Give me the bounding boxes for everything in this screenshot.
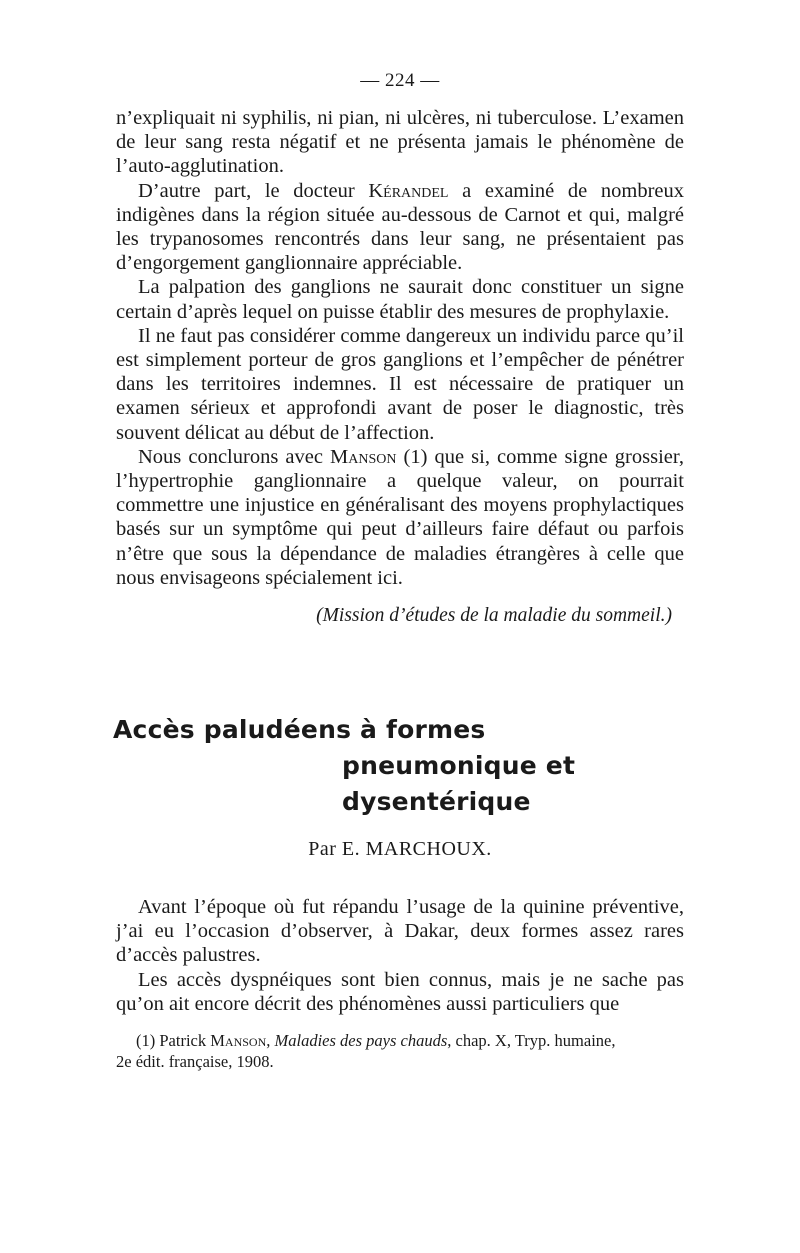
author-name-kerandel: Kérandel	[368, 179, 449, 202]
article-title-line2: pneumonique et dysentérique	[342, 751, 576, 817]
article-byline: Par E. MARCHOUX.	[308, 838, 492, 861]
paragraph-text: a examiné de nombreux indigènes dans la région située au-dessous de Carnot et qui, malgré les trypanosomes rencontrés dans leur sang, ne présentaient pas d’engorgement ganglionnaire appréciable.	[116, 179, 684, 275]
paragraph-text: Nous conclurons avec	[138, 445, 330, 468]
paragraph-palpation: La palpation des ganglions ne saurait donc constituer un signe certain d’après lequel on puisse établir des mesures de prophylaxie.	[116, 276, 684, 323]
paragraph-text: (1) que si, comme signe grossier, l’hypertrophie ganglionnaire a quelque valeur, on pourrait commettre une injustice en généralisant des moyens prophylactiques basés sur un symptôme qui peut d’ailleurs faire défaut ou parfois n’être que sous la dépendance de maladies étrangères à celle que nous envisageons spécialement ici.	[116, 445, 685, 589]
footnote	[116, 1030, 684, 1072]
paragraph-continued: n’expliquait ni syphilis, ni pian, ni ulcères, ni tuberculose. L’examen de leur sang resta négatif et ne présenta jamais le phénomène de l’auto-agglutination.	[116, 107, 684, 178]
paragraph-conclusion	[116, 445, 684, 590]
book-page	[113, 70, 685, 1089]
paragraph-dangereux: Il ne faut pas considérer comme dangereux un individu parce qu’il est simplement porteur de gros ganglions et l’empêcher de pénétrer dans les territoires indemnes. Il est nécessaire de pratiquer un examen sérieux et approfondi avant de poser le diagnostic, très souvent délicat au début de l’affection.	[116, 324, 684, 444]
footnote-rest: , chap. X, Tryp. humaine,	[447, 1031, 616, 1051]
paragraph-text: D’autre part, le docteur	[138, 179, 369, 202]
paragraph-kerandel	[116, 179, 684, 276]
author-name-manson: Manson	[330, 445, 397, 468]
page-number: — 224 —	[360, 70, 440, 91]
article-paragraph-2: Les accès dyspnéiques sont bien connus, mais je ne sache pas qu’on ait encore décrit des phénomènes aussi particuliers que	[116, 968, 684, 1015]
footnote-book-title: Maladies des pays chauds	[274, 1031, 448, 1051]
footnote-marker: (1) Patrick	[136, 1031, 211, 1051]
mission-signature: (Mission d’études de la maladie du sommeil.)	[316, 605, 672, 627]
article-title-line1: Accès paludéens à formes	[113, 715, 486, 745]
footnote-sep: ,	[266, 1031, 275, 1051]
footnote-author: Manson	[210, 1031, 267, 1051]
footnote-edition: 2e édit. française, 1908.	[116, 1052, 274, 1072]
article-paragraph-1: Avant l’époque où fut répandu l’usage de la quinine préventive, j’ai eu l’occasion d’observer, à Dakar, deux formes assez rares d’accès palustres.	[116, 896, 684, 967]
